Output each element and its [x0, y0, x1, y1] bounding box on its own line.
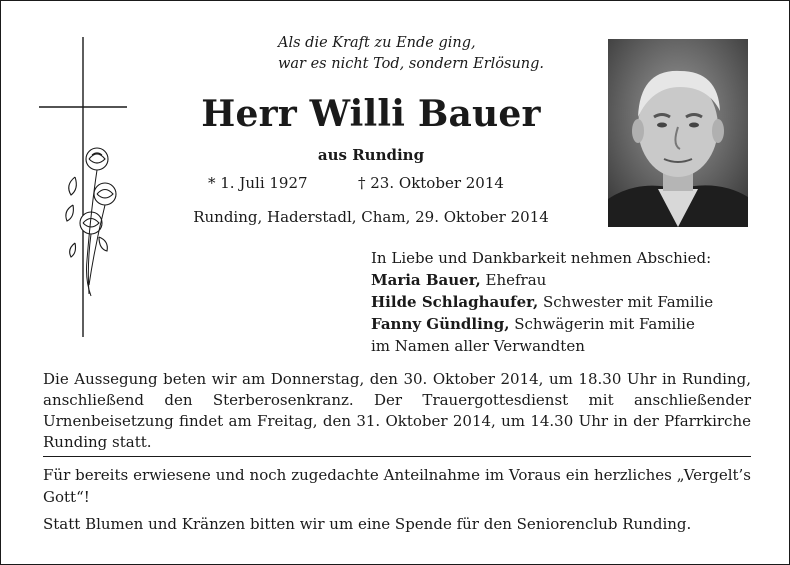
death-date: † 23. Oktober 2014: [358, 174, 504, 192]
thanks-text: Für bereits erwiesene und noch zugedachte Anteilnahme im Voraus ein herzliches „Vergelt’s Gott“!: [43, 466, 751, 506]
donation-request: Statt Blumen und Kränzen bitten wir um eine Spende für den Seniorenclub Runding.: [43, 515, 692, 533]
verse-line-1: Als die Kraft zu Ende ging,: [278, 35, 476, 51]
farewell-block: [371, 247, 713, 357]
mourner-name: Hilde Schlaghaufer,: [371, 293, 539, 311]
birth-date: * 1. Juli 1927: [208, 174, 308, 192]
mourner-line: [371, 291, 713, 313]
place-date-line: Runding, Haderstadl, Cham, 29. Oktober 2014: [193, 208, 549, 226]
deceased-origin: aus Runding: [317, 146, 425, 164]
portrait-photo: [608, 39, 748, 227]
mourner-relation: Ehefrau: [480, 271, 547, 289]
memorial-verse: [278, 33, 598, 75]
mourner-relation: Schwägerin mit Familie: [509, 315, 695, 333]
service-details: Die Aussegung beten wir am Donnerstag, den 30. Oktober 2014, um 18.30 Uhr in Runding, anschließend den Sterberosenkranz. Der Trauergottesdienst mit anschließender Urnenbeisetzung findet am Freitag, den 31. Oktober 2014, um 14.30 Uhr in der Pfarrkirche Runding statt.: [43, 370, 751, 451]
mourner-line: [371, 313, 713, 335]
mourner-name: Fanny Gündling,: [371, 315, 510, 333]
cross-with-roses-icon: [35, 37, 131, 337]
deceased-name: Herr Willi Bauer: [201, 93, 541, 135]
mourner-name: Maria Bauer,: [371, 271, 481, 289]
farewell-closing: im Namen aller Verwandten: [371, 337, 585, 355]
verse-line-2: war es nicht Tod, sondern Erlösung.: [278, 56, 545, 72]
farewell-intro: In Liebe und Dankbarkeit nehmen Abschied:: [371, 249, 712, 267]
portrait-image: [608, 39, 748, 227]
divider: [43, 456, 751, 457]
mourner-line: [371, 269, 713, 291]
mourner-relation: Schwester mit Familie: [538, 293, 714, 311]
